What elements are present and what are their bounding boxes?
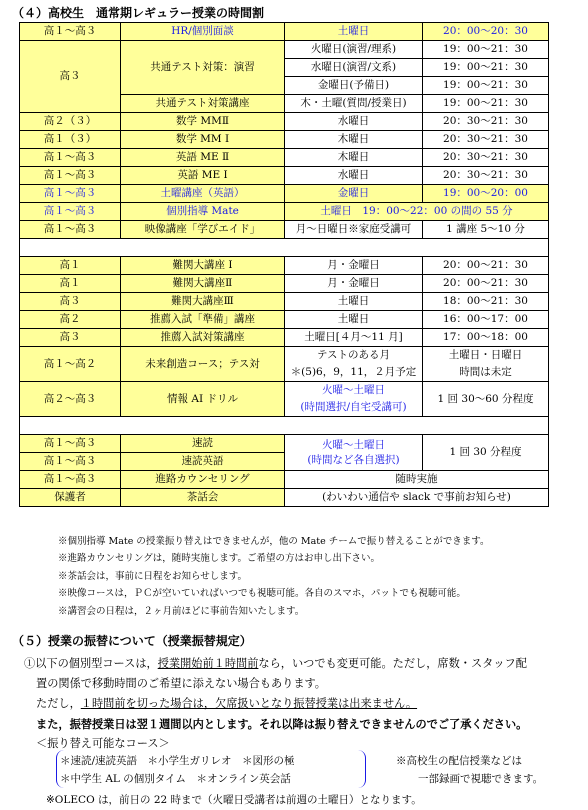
table-row bbox=[20, 471, 549, 489]
side-note-line: ※高校生の配信授業などは bbox=[396, 755, 522, 767]
time-cell: 20：30～21：30 bbox=[423, 113, 549, 131]
side-note-line: 一部録画で視聴できます。 bbox=[418, 773, 544, 785]
table-row bbox=[20, 203, 549, 221]
time-cell: 20：00～20：30 bbox=[423, 23, 549, 41]
course-cell: 難関大講座Ⅲ bbox=[121, 293, 285, 311]
grade-cell: 高１～高３ bbox=[20, 453, 121, 471]
day-line: 火曜～土曜日 bbox=[322, 384, 385, 396]
day-cell: 月・金曜日 bbox=[285, 275, 423, 293]
rule-text: ただし， bbox=[36, 697, 81, 710]
day-line: ＊(5)6，9，11，２月予定 bbox=[290, 366, 417, 378]
day-cell bbox=[285, 347, 423, 382]
course-cell: 共通テスト対策：演習 bbox=[121, 41, 285, 95]
time-cell: 1 回 30 分程度 bbox=[423, 435, 549, 471]
table-spacer-row bbox=[20, 239, 549, 257]
table-row bbox=[20, 275, 549, 293]
time-cell: 20：00～21：30 bbox=[423, 275, 549, 293]
day-time-cell: 随時実施 bbox=[285, 471, 549, 489]
time-cell: 20：00～21：30 bbox=[423, 257, 549, 275]
day-cell: 木曜日 bbox=[285, 131, 423, 149]
grade-cell: 高１（３） bbox=[20, 131, 121, 149]
course-cell: 難関大講座 I bbox=[121, 257, 285, 275]
table-row bbox=[20, 257, 549, 275]
day-line: 火曜～土曜日 bbox=[322, 438, 385, 451]
rule-emphasis: 授業開始前１時間前 bbox=[157, 657, 259, 670]
table-row bbox=[20, 41, 549, 59]
transferable-courses bbox=[60, 752, 295, 788]
table-row bbox=[20, 311, 549, 329]
timetable bbox=[19, 22, 549, 507]
day-cell: 金曜日 bbox=[285, 185, 423, 203]
time-cell: 17：00～18：00 bbox=[423, 329, 549, 347]
table-row bbox=[20, 435, 549, 453]
time-cell: 1 回 30～60 分程度 bbox=[423, 382, 549, 417]
course-cell: 進路カウンセリング bbox=[121, 471, 285, 489]
rule-text: なら，いつでも変更可能。ただし，席数・スタッフ配 bbox=[258, 657, 527, 670]
day-cell: 月～日曜日※家庭受講可 bbox=[285, 221, 423, 239]
table-row bbox=[20, 221, 549, 239]
day-line: (時間選択/自宅受講可) bbox=[300, 401, 407, 413]
table-row bbox=[20, 347, 549, 382]
course-cell: 未来創造コース；テス対 bbox=[121, 347, 285, 382]
rule-line bbox=[24, 654, 584, 674]
grade-cell: 保護者 bbox=[20, 489, 121, 507]
table-spacer-row bbox=[20, 417, 549, 435]
day-cell: 木・土曜(質問/授業日) bbox=[285, 95, 423, 113]
grade-cell: 高１～高３ bbox=[20, 471, 121, 489]
day-cell: 土曜日 bbox=[285, 311, 423, 329]
rule-line bbox=[24, 694, 584, 714]
oleco-note: ※OLECO は，前日の 22 時まで（火曜日受講者は前週の土曜日）となります。 bbox=[46, 794, 422, 806]
day-cell: 月・金曜日 bbox=[285, 257, 423, 275]
course-cell: 推薦入試対策講座 bbox=[121, 329, 285, 347]
side-note bbox=[396, 752, 543, 788]
day-cell: 木曜日 bbox=[285, 149, 423, 167]
notes bbox=[58, 533, 489, 620]
course-cell: 数学 MMⅡ bbox=[121, 113, 285, 131]
time-cell: 19：00～21：30 bbox=[423, 41, 549, 59]
day-cell: 金曜日(予備日) bbox=[285, 77, 423, 95]
note-line: ※進路カウンセリングは，随時実施します。ご希望の方はお申し出下さい。 bbox=[58, 553, 381, 565]
table-row bbox=[20, 382, 549, 417]
rule-text: ①以下の個別型コースは， bbox=[24, 657, 158, 670]
course-cell: 英語 ME Ⅱ bbox=[121, 149, 285, 167]
rule-line: また，振替授業日は翌１週間以内とします。それ以降は振り替えできませんのでご了承ください。 bbox=[36, 717, 528, 731]
table-row bbox=[20, 293, 549, 311]
day-cell: 土曜日 bbox=[285, 293, 423, 311]
course-cell: 情報 AI ドリル bbox=[121, 382, 285, 417]
section-4-title: （４）高校生 通常期レギュラー授業の時間割 bbox=[12, 6, 265, 20]
day-cell: 水曜日(演習/文系) bbox=[285, 59, 423, 77]
day-cell bbox=[285, 435, 423, 471]
time-line: 時間は未定 bbox=[459, 366, 512, 378]
grade-cell: 高３ bbox=[20, 41, 121, 113]
section-5-title: （５）授業の振替について（授業振替規定） bbox=[12, 634, 252, 648]
grade-cell: 高１～高３ bbox=[20, 203, 121, 221]
course-cell: 数学 MM I bbox=[121, 131, 285, 149]
table-row bbox=[20, 185, 549, 203]
time-cell: 20：30～21：30 bbox=[423, 131, 549, 149]
table-row bbox=[20, 23, 549, 41]
day-cell: 土曜日 bbox=[285, 23, 423, 41]
time-cell bbox=[423, 347, 549, 382]
transfer-rules bbox=[24, 654, 584, 754]
table-row bbox=[20, 329, 549, 347]
course-cell: HR/個別面談 bbox=[121, 23, 285, 41]
course-list-line: ＊中学生 AL の個別タイム ＊オンライン英会話 bbox=[60, 773, 291, 785]
rule-line: ＜振り替え可能なコース＞ bbox=[36, 737, 170, 750]
table-row bbox=[20, 131, 549, 149]
table-row bbox=[20, 113, 549, 131]
course-cell: 個別指導 Mate bbox=[121, 203, 285, 221]
day-cell: 火曜日(演習/理系) bbox=[285, 41, 423, 59]
grade-cell: 高１ bbox=[20, 275, 121, 293]
grade-cell: 高１～高３ bbox=[20, 23, 121, 41]
grade-cell: 高１ bbox=[20, 257, 121, 275]
grade-cell: 高１～高３ bbox=[20, 167, 121, 185]
note-line: ※茶話会は，事前に日程をお知らせします。 bbox=[58, 570, 247, 582]
course-list-line: ＊速読/速読英語 ＊小学生ガリレオ ＊図形の極 bbox=[60, 755, 295, 767]
grade-cell: 高２ bbox=[20, 311, 121, 329]
grade-cell: 高１～高３ bbox=[20, 149, 121, 167]
course-cell: 難関大講座Ⅱ bbox=[121, 275, 285, 293]
day-cell: 水曜日 bbox=[285, 113, 423, 131]
grade-cell: 高１～高３ bbox=[20, 221, 121, 239]
course-cell: 共通テスト対策講座 bbox=[121, 95, 285, 113]
course-cell: 英語 ME I bbox=[121, 167, 285, 185]
time-cell: 19：00～21：30 bbox=[423, 59, 549, 77]
time-cell: 19：00～21：30 bbox=[423, 95, 549, 113]
day-cell: 水曜日 bbox=[285, 167, 423, 185]
table-row bbox=[20, 149, 549, 167]
grade-cell: 高３ bbox=[20, 293, 121, 311]
time-cell: 1 講座 5～10 分 bbox=[423, 221, 549, 239]
day-time-cell: 土曜日 19：00～22：00 の間の 55 分 bbox=[285, 203, 549, 221]
rule-line: 置の関係で移動時間のご希望に添えない場合もあります。 bbox=[36, 677, 326, 690]
day-cell bbox=[285, 382, 423, 417]
note-line: ※講習会の日程は，２ヶ月前ほどに事前告知いたします。 bbox=[58, 605, 305, 617]
day-line: テストのある月 bbox=[316, 349, 391, 361]
grade-cell: 高１～高３ bbox=[20, 435, 121, 453]
note-line: ※映像コースは，ＰＣが空いていればいつでも視聴可能。各自のスマホ，パットでも視聴可能。 bbox=[58, 588, 466, 600]
grade-cell: 高３ bbox=[20, 329, 121, 347]
time-cell: 18：00～21：30 bbox=[423, 293, 549, 311]
day-time-cell: (わいわい通信や slack で事前お知らせ) bbox=[285, 489, 549, 507]
table-row bbox=[20, 167, 549, 185]
table-row bbox=[20, 489, 549, 507]
course-cell: 速読英語 bbox=[121, 453, 285, 471]
day-line: (時間など各自選択) bbox=[307, 453, 400, 466]
spacer-cell bbox=[20, 239, 549, 257]
time-line: 土曜日・日曜日 bbox=[448, 349, 523, 361]
day-cell: 土曜日[４月～11 月] bbox=[285, 329, 423, 347]
grade-cell: 高１～高２ bbox=[20, 347, 121, 382]
grade-cell: 高１～高３ bbox=[20, 185, 121, 203]
course-cell: 速読 bbox=[121, 435, 285, 453]
spacer-cell bbox=[20, 417, 549, 435]
note-line: ※個別指導 Mate の授業振り替えはできませんが，他の Mate チームで振り替えることができます。 bbox=[58, 536, 490, 547]
rule-emphasis: １時間前を切った場合は，欠席扱いとなり振替授業は出来ません。 bbox=[80, 697, 418, 710]
course-cell: 土曜講座（英語） bbox=[121, 185, 285, 203]
time-cell: 20：30～21：30 bbox=[423, 149, 549, 167]
grade-cell: 高２～高３ bbox=[20, 382, 121, 417]
time-cell: 19：00～21：30 bbox=[423, 77, 549, 95]
time-cell: 16：00～17：00 bbox=[423, 311, 549, 329]
time-cell: 20：30～21：30 bbox=[423, 167, 549, 185]
grade-cell: 高２（３） bbox=[20, 113, 121, 131]
time-cell: 19：00～20：00 bbox=[423, 185, 549, 203]
course-cell: 映像講座「学びエイド」 bbox=[121, 221, 285, 239]
course-cell: 推薦入試「準備」講座 bbox=[121, 311, 285, 329]
course-cell: 茶話会 bbox=[121, 489, 285, 507]
